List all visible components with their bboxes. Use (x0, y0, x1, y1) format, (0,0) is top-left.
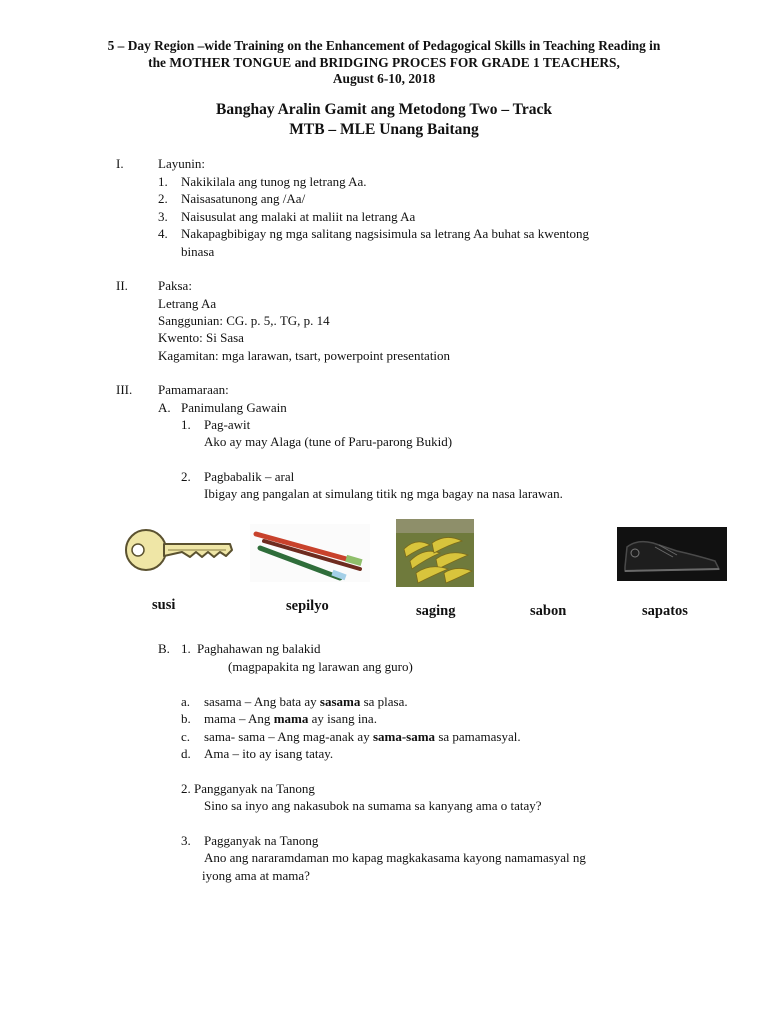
subsection-b-label: B. (158, 641, 170, 656)
step-number: 1. (181, 417, 191, 432)
section-2-heading: Paksa: (158, 278, 192, 293)
step-title: Pag-awit (204, 417, 251, 432)
story-line: Kwento: Si Sasa (158, 330, 244, 345)
topic-line: Letrang Aa (158, 296, 217, 311)
step-title: 2. Pangganyak na Tanong (181, 781, 315, 796)
vocabulary-letter: d. (181, 746, 191, 761)
step-question-continued: iyong ama at mama? (202, 868, 310, 883)
vocabulary-item (204, 711, 377, 727)
vocabulary-word: mama (273, 711, 309, 726)
toothbrush-picture (250, 524, 370, 582)
lesson-plan-subtitle: MTB – MLE Unang Baitang (289, 121, 479, 138)
step-title: Paghahawan ng balakid (197, 641, 321, 656)
section-3-heading: Pamamaraan: (158, 382, 229, 397)
section-1-heading: Layunin: (158, 156, 205, 171)
picture-label-sabon: sabon (530, 603, 567, 619)
materials-line: Kagamitan: mga larawan, tsart, powerpoint presentation (158, 348, 451, 363)
objective-text: Nakapagbibigay ng mga salitang nagsisimula sa letrang Aa buhat sa kwentong (181, 226, 589, 241)
objective-number: 2. (158, 191, 168, 206)
objective-number: 1. (158, 174, 168, 189)
step-title: Pagganyak na Tanong (204, 833, 319, 848)
vocabulary-item (204, 694, 408, 710)
vocabulary-letter: b. (181, 711, 191, 726)
picture-label-saging: saging (416, 603, 456, 619)
key-picture (122, 522, 234, 578)
picture-label-sepilyo: sepilyo (286, 598, 329, 614)
reference-line: Sanggunian: CG. p. 5,. TG, p. 14 (158, 313, 330, 328)
vocabulary-item: Ama – ito ay isang tatay. (204, 746, 334, 761)
vocabulary-sentence-end: sa plasa. (360, 694, 408, 709)
vocabulary-item (204, 729, 521, 745)
banana-picture (396, 519, 474, 587)
picture-label-susi: susi (152, 597, 176, 613)
vocabulary-letter: c. (181, 729, 191, 744)
vocabulary-word: sasama (319, 694, 361, 709)
step-question: Ano ang nararamdaman mo kapag magkakasama kayong namamasyal ng (204, 850, 586, 865)
step-description: Ibigay ang pangalan at simulang titik ng mga bagay na nasa larawan. (204, 486, 563, 501)
training-header-line-2: the MOTHER TONGUE and BRIDGING PROCES FOR GRADE 1 TEACHERS, (148, 55, 620, 70)
training-date: August 6-10, 2018 (332, 71, 436, 86)
section-1-numeral: I. (116, 156, 124, 171)
section-3-numeral: III. (116, 382, 133, 397)
step-number: 3. (181, 833, 191, 848)
objective-number: 4. (158, 226, 168, 241)
objective-number: 3. (158, 209, 168, 224)
step-question: Sino sa inyo ang nakasubok na sumama sa kanyang ama o tatay? (204, 798, 542, 813)
subsection-a-heading: Panimulang Gawain (181, 400, 287, 415)
vocabulary-sentence: sasama – Ang bata ay (204, 694, 320, 709)
vocabulary-letter: a. (181, 694, 191, 709)
step-number: 2. (181, 469, 191, 484)
training-header-line-1: 5 – Day Region –wide Training on the Enhancement of Pedagogical Skills in Teaching Reading in (107, 38, 661, 53)
vocabulary-word: sama-sama (372, 729, 436, 744)
objective-text-continued: binasa (181, 244, 215, 259)
step-note: (magpapakita ng larawan ang guro) (228, 659, 413, 674)
objective-text: Nakikilala ang tunog ng letrang Aa. (181, 174, 367, 189)
vocabulary-sentence: mama – Ang (204, 711, 274, 726)
shoe-picture (617, 527, 727, 581)
subsection-a-label: A. (158, 400, 171, 415)
vocabulary-sentence-end: ay isang ina. (308, 711, 377, 726)
picture-label-sapatos: sapatos (642, 603, 688, 619)
section-2-numeral: II. (116, 278, 128, 293)
step-description: Ako ay may Alaga (tune of Paru-parong Bukid) (204, 434, 453, 449)
vocabulary-sentence-end: sa pamamasyal. (435, 729, 521, 744)
step-title: Pagbabalik – aral (204, 469, 295, 484)
objective-text: Naisasatunong ang /Aa/ (181, 191, 306, 206)
vocabulary-sentence: sama- sama – Ang mag-anak ay (204, 729, 373, 744)
step-number: 1. (181, 641, 191, 656)
objective-text: Naisusulat ang malaki at maliit na letrang Aa (181, 209, 416, 224)
lesson-plan-title: Banghay Aralin Gamit ang Metodong Two – Track (215, 101, 552, 118)
